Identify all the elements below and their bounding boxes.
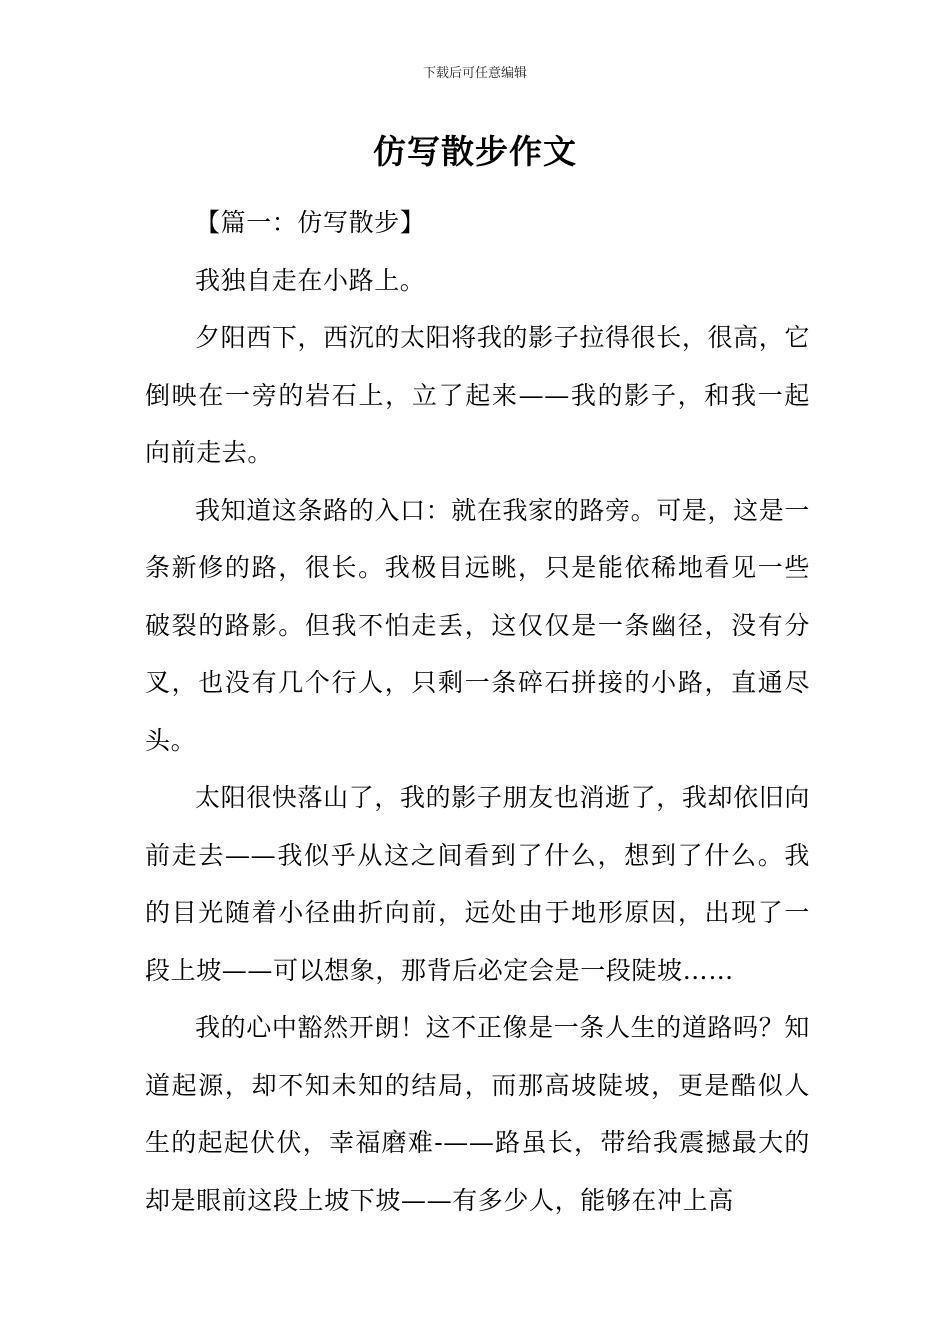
document-body [145, 194, 810, 1229]
paragraph-1: 我独自走在小路上。 [195, 265, 426, 295]
section-heading: 【篇一：仿写散步】 [195, 208, 426, 237]
paragraph-2: 夕阳西下，西沉的太阳将我的影子拉得很长，很高，它倒映在一旁的岩石上，立了起来——我的影子，和我一起向前走去。 [145, 323, 810, 467]
page-header-note: 下载后可任意编辑 [422, 66, 527, 81]
paragraph-3: 我知道这条路的入口：就在我家的路旁。可是，这是一条新修的路，很长。我极目远眺，只是能依稀地看见一些破裂的路影。但我不怕走丢，这仅仅是一条幽径，没有分叉，也没有几个行人，只剩一条碎石拼接的小路，直通尽头。 [145, 495, 810, 755]
document-title: 仿写散步作文 [373, 132, 577, 171]
paragraph-5: 我的心中豁然开朗！这不正像是一条人生的道路吗？知道起源，却不知未知的结局，而那高坡陡坡，更是酷似人生的起起伏伏，幸福磨难-——路虽长，带给我震撼最大的却是眼前这段上坡下坡——有多少人，能够在冲上高 [145, 1013, 810, 1215]
paragraph-4: 太阳很快落山了，我的影子朋友也消逝了，我却依旧向前走去——我似乎从这之间看到了什么，想到了什么。我的目光随着小径曲折向前，远处由于地形原因，出现了一段上坡——可以想象，那背后必定会是一段陡坡…… [145, 783, 810, 985]
